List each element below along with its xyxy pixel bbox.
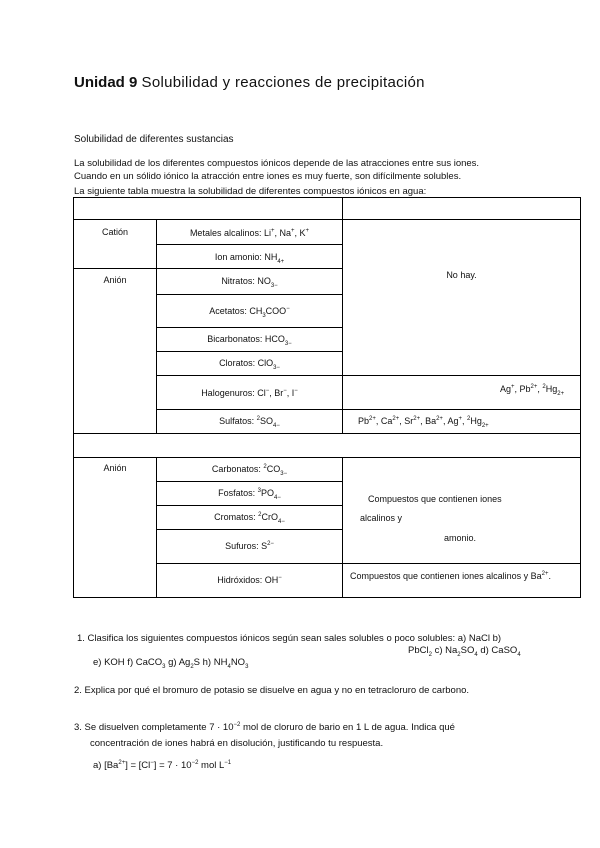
cell-sulfides: Sufuros: $S^{2-}$ — [225, 541, 274, 551]
question-1-line-3: e) KOH f) CaCO$_3$ g) $Ag_2S$ h) $NH_4NO_3$ — [93, 657, 249, 670]
label-cation: Catión — [101, 227, 128, 237]
cell-exceptions-group-2: alcalinos y — [360, 513, 403, 523]
question-2: 2. Explica por qué el bromuro de potasio se disuelve en agua y no en tetracloruro de carbono. — [74, 685, 470, 696]
cell-exceptions-sulfates: $Pb^{2+}$, $Ca^{2+}$, $Sr^{2+}$, $Ba^{2+}$, Ag+, $^2Hg_{2+}$ — [358, 416, 489, 429]
question-3-answer-a: a) $[Ba^{2+}] = [Cl^-] = 7 \cdot 10^{-2}$ mol $L^{-1}$ — [93, 759, 232, 771]
cell-exceptions-hydroxides: Compuestos que contienen iones alcalinos y $Ba^{2+}$. — [350, 571, 551, 581]
cell-carbonates: Carbonatos: $^2CO_{3-}$ — [211, 464, 288, 477]
cell-acetates: Acetatos: $CH_3COO^-$ — [209, 306, 290, 319]
cell-phosphates: Fosfatos: $^3PO_{4-}$ — [218, 488, 281, 501]
cell-nitrates: Nitratos: $NO_{3-}$ — [221, 276, 278, 289]
intro-line-2: Cuando en un sólido iónico la atracción entre iones es muy fuerte, son difícilmente solubles. — [74, 171, 462, 182]
cell-exceptions-halides: Ag+, $Pb^{2+}$, $^2Hg_{2+}$ — [500, 384, 565, 397]
cell-sulfates: Sulfatos: $^2SO_{4-}$ — [219, 416, 280, 429]
question-1-line-1: 1. Clasifica los siguientes compuestos iónicos según sean sales solubles o poco solubles: a) NaCl b) — [77, 633, 502, 644]
question-3-line-1: 3. Se disuelven completamente $7 \cdot 10^{-2}$ mol de cloruro de bario en 1 L de agua. Indica qué — [74, 721, 455, 733]
label-anion-soluble: Anión — [103, 275, 127, 285]
cell-bicarbonates: Bicarbonatos: $HCO_{3-}$ — [207, 334, 292, 347]
unit-heading — [74, 74, 425, 91]
cell-halides: Halogenuros: Cl−, Br−, I− — [201, 388, 298, 398]
cell-hydroxides: Hidróxidos: OH− — [217, 575, 282, 585]
intro-line-3: La siguiente tabla muestra la solubilidad de diferentes compuestos iónicos en agua: — [74, 186, 427, 197]
question-1-line-2: PbCl$_2$ c) $Na_2SO_4$ d) CaSO$_4$ — [408, 645, 521, 658]
intro-line-1: La solubilidad de los diferentes compuestos iónicos depende de las atracciones entre sus iones. — [74, 158, 480, 169]
cell-exceptions-group-1: Compuestos que contienen iones — [368, 494, 502, 504]
cell-chlorates: Cloratos: ClO$_{3-}$ — [219, 358, 280, 371]
cell-ammonium: Ion amonio: $NH_{4+}$ — [214, 252, 285, 265]
unit-title: Solubilidad y reacciones de precipitación — [141, 74, 425, 91]
label-anion-insoluble: Anión — [103, 463, 127, 473]
section-title: Solubilidad de diferentes sustancias — [74, 134, 234, 145]
cell-exceptions-group-3: amonio. — [444, 533, 477, 543]
unit-label: Unidad 9 — [74, 74, 138, 91]
cell-chromates: Cromatos: $^2$CrO$_{4-}$ — [214, 512, 285, 525]
cell-alkali-metals: Metales alcalinos: Li+, Na+, K+ — [189, 228, 310, 238]
question-3-line-2: concentración de iones habrá en disolución, justificando tu respuesta. — [90, 738, 384, 749]
cell-exceptions-none: No hay. — [446, 270, 477, 280]
